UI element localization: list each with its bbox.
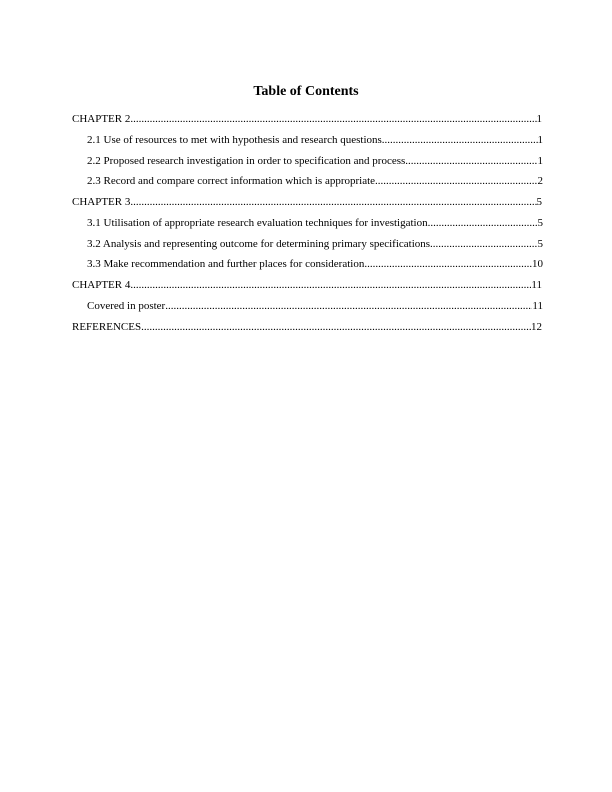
toc-entry-2-3[interactable] (72, 175, 543, 196)
toc-page-number: 11 (532, 299, 543, 312)
toc-page-number: 5 (537, 237, 543, 250)
toc-leader-dots (130, 279, 531, 292)
toc-leader-dots (430, 238, 537, 251)
toc-leader-dots (405, 155, 537, 168)
toc-entry-chapter-4[interactable] (72, 279, 542, 300)
toc-entry-label: 3.3 Make recommendation and further places for consideration (87, 258, 365, 271)
toc-entry-3-1[interactable] (72, 217, 543, 238)
toc-entry-label: 2.3 Record and compare correct information which is appropriate (87, 175, 376, 188)
toc-leader-dots (364, 258, 532, 271)
toc-entry-label: CHAPTER 4 (72, 279, 131, 291)
toc-entry-references[interactable] (72, 321, 542, 342)
toc-leader-dots (375, 175, 537, 188)
toc-page-number: 11 (531, 279, 542, 291)
toc-title: Table of Contents (253, 84, 359, 99)
toc-entry-label: Covered in poster (87, 299, 166, 312)
toc-entry-label: 2.1 Use of resources to met with hypothesis and research questions (87, 133, 382, 146)
toc-entry-label: 3.2 Analysis and representing outcome for determining primary specifications (87, 237, 431, 250)
toc-page-number: 10 (532, 258, 543, 271)
toc-page-number: 1 (537, 154, 543, 167)
toc-leader-dots (130, 113, 536, 126)
toc-page-number: 1 (537, 133, 543, 146)
toc-entry-3-3[interactable] (72, 258, 543, 279)
toc-entry-3-2[interactable] (72, 238, 543, 259)
toc-page-number: 5 (536, 196, 542, 208)
toc-page-number: 1 (536, 113, 542, 125)
toc-leader-dots (141, 321, 531, 334)
toc-entry-covered-in-poster[interactable] (72, 300, 543, 321)
toc-entry-label: CHAPTER 2 (72, 113, 131, 125)
toc-page-number: 5 (537, 216, 543, 229)
toc-entry-label: REFERENCES (72, 320, 142, 333)
toc-leader-dots (428, 217, 538, 230)
toc-page-number: 2 (537, 175, 543, 188)
toc-leader-dots (165, 300, 532, 313)
toc-entry-chapter-3[interactable] (72, 196, 542, 217)
toc-leader-dots (130, 196, 536, 209)
toc-entry-2-1[interactable] (72, 134, 543, 155)
toc-leader-dots (382, 134, 538, 147)
toc-entry-chapter-2[interactable] (72, 113, 542, 134)
toc-page-number: 12 (531, 320, 542, 333)
toc-entry-label: 2.2 Proposed research investigation in order to specification and process (87, 154, 406, 167)
toc-entry-label: 3.1 Utilisation of appropriate research evaluation techniques for investigation (87, 216, 428, 229)
toc-entry-2-2[interactable] (72, 155, 543, 176)
toc-list (72, 113, 542, 341)
toc-entry-label: CHAPTER 3 (72, 196, 131, 208)
